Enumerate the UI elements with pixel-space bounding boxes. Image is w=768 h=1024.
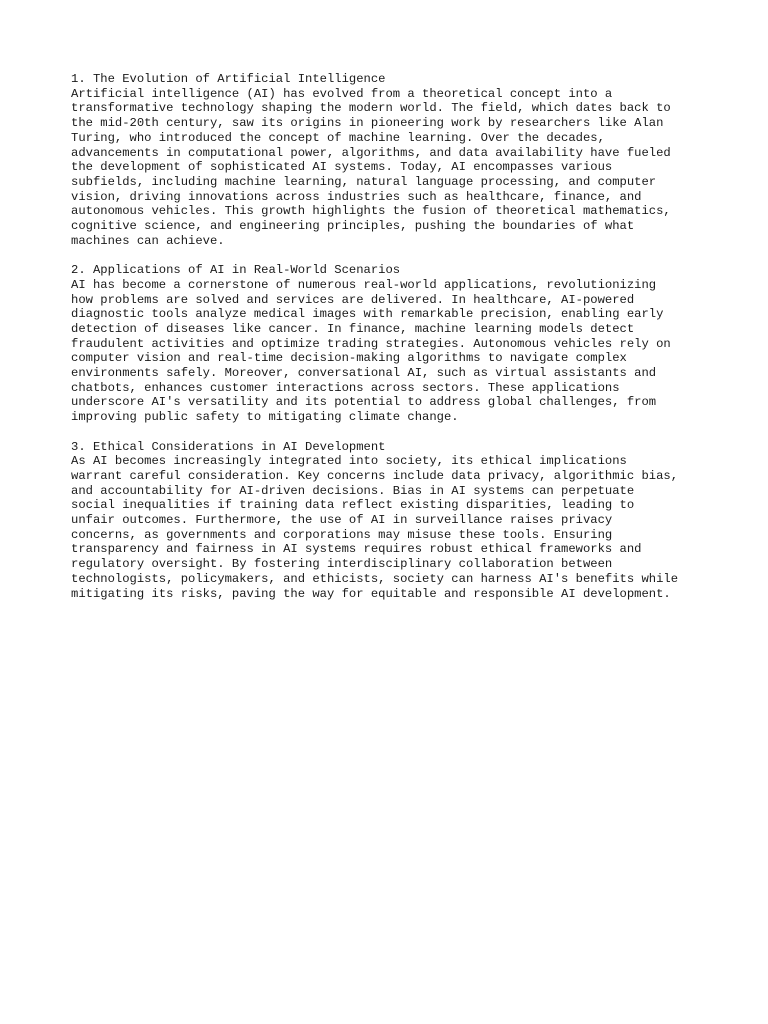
section-heading: 2. Applications of AI in Real-World Scenarios [71, 263, 401, 278]
section-heading: 1. The Evolution of Artificial Intelligence [71, 72, 386, 86]
document-page [71, 72, 711, 616]
section-applications [71, 263, 711, 425]
section-heading: 3. Ethical Considerations in AI Development [71, 439, 386, 454]
section-ethics [71, 440, 711, 602]
section-body: Artificial intelligence (AI) has evolved from a theoretical concept into a transformative technology shaping the modern world. The field, which dates back to the mid-20th century, saw its origins in pioneering work by researchers like Alan Turing, who introduced the concept of machine learning. Over the decades, advancements in computational power, algorithms, and data availability have fueled the development of sophisticated AI systems. Today, AI encompasses various subfields, including machine learning, natural language processing, and computer vision, driving innovations across industries such as healthcare, finance, and autonomous vehicles. This growth highlights the fusion of theoretical mathematics, cognitive science, and engineering principles, pushing the boundaries of what machines can achieve. [71, 86, 671, 248]
section-evolution [71, 72, 711, 248]
section-body: AI has become a cornerstone of numerous real-world applications, revolutionizing how problems are solved and services are delivered. In healthcare, AI-powered diagnostic tools analyze medical images with remarkable precision, enabling early detection of diseases like cancer. In finance, machine learning models detect fraudulent activities and optimize trading strategies. Autonomous vehicles rely on computer vision and real-time decision-making algorithms to navigate complex environments safely. Moreover, conversational AI, such as virtual assistants and chatbots, enhances customer interactions across sectors. These applications underscore AI's versatility and its potential to address global challenges, from improving public safety to mitigating climate change. [71, 277, 671, 425]
section-body: As AI becomes increasingly integrated into society, its ethical implications warrant careful consideration. Key concerns include data privacy, algorithmic bias, and accountability for AI-driven decisions. Bias in AI systems can perpetuate social inequalities if training data reflect existing disparities, leading to unfair outcomes. Furthermore, the use of AI in surveillance raises privacy concerns, as governments and corporations may misuse these tools. Ensuring transparency and fairness in AI systems requires robust ethical frameworks and regulatory oversight. By fostering interdisciplinary collaboration between technologists, policymakers, and ethicists, society can harness AI's benefits while mitigating its risks, paving the way for equitable and responsible AI development. [71, 454, 679, 601]
